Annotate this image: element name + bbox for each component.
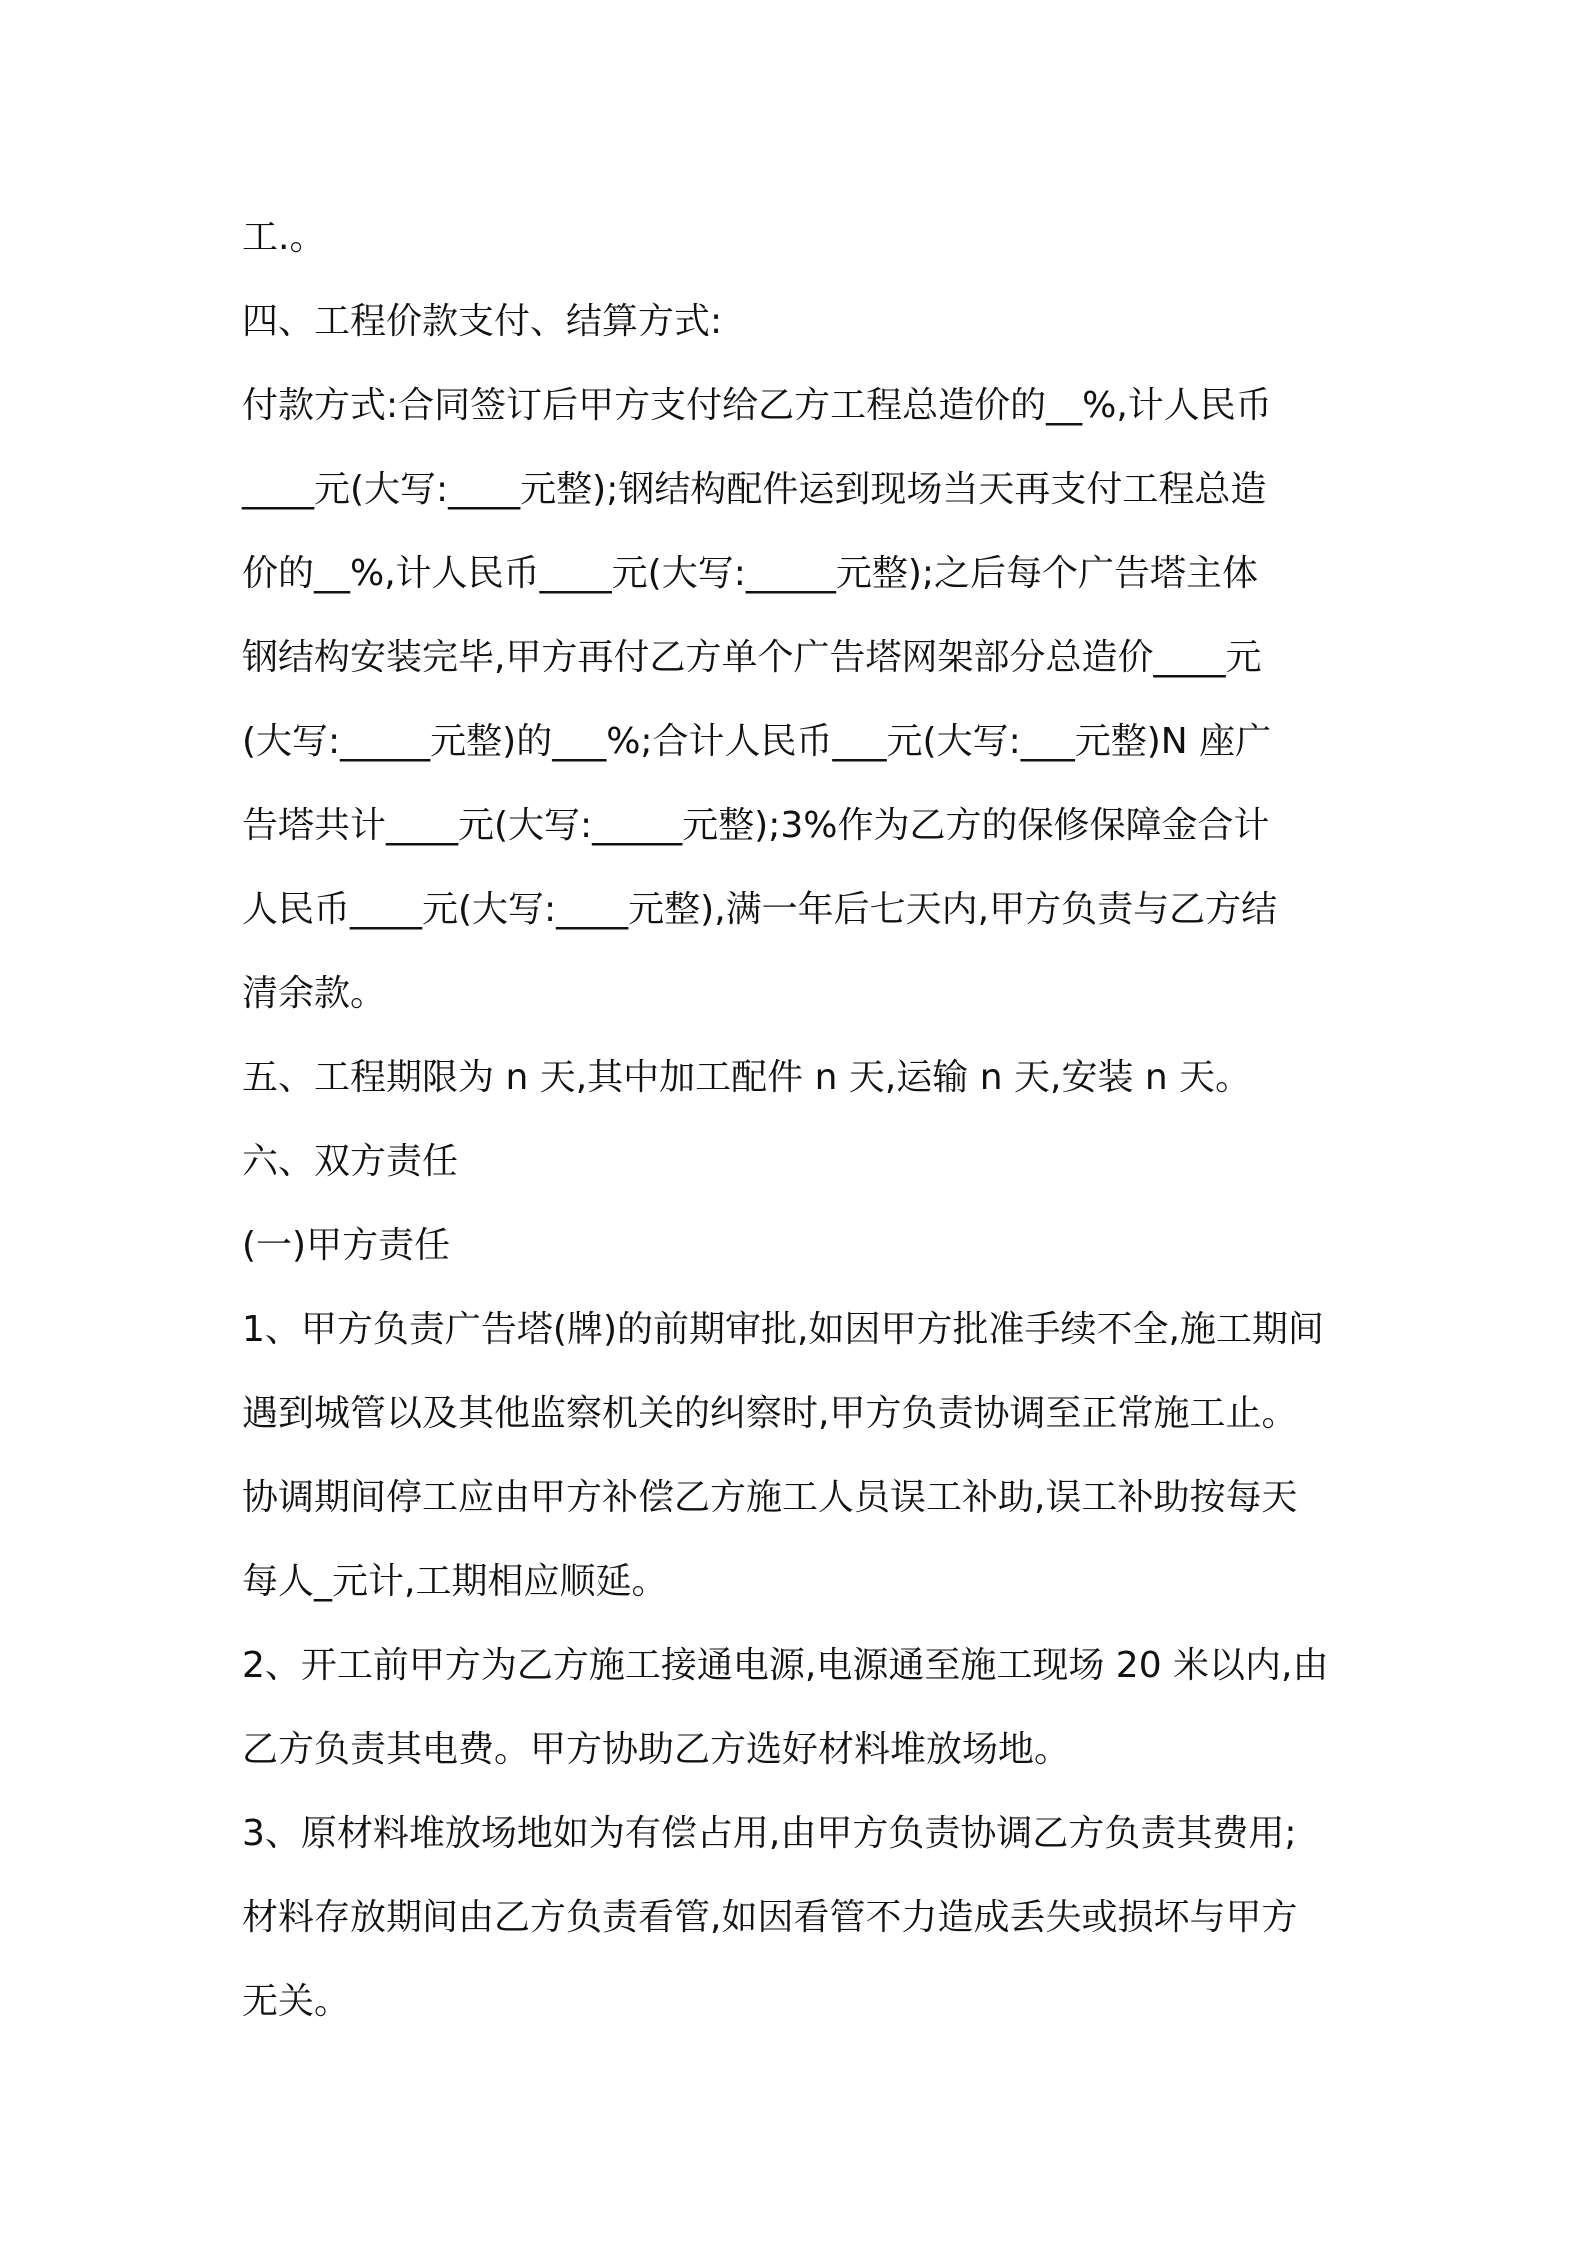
text-line: 钢结构安装完毕,甲方再付乙方单个广告塔网架部分总造价____元 [242, 637, 1262, 678]
text-line: ____元(大写:____元整);钢结构配件运到现场当天再支付工程总造 [242, 469, 1267, 510]
text-line: (大写:_____元整)的___%;合计人民币___元(大写:___元整)N 座广 [242, 721, 1272, 762]
section-heading-responsibilities: 六、双方责任 [242, 1141, 459, 1182]
text-line: 1、甲方负责广告塔(牌)的前期审批,如因甲方批准手续不全,施工期间 [242, 1309, 1324, 1350]
text-line: 无关。 [242, 1981, 351, 2022]
text-line: 每人_元计,工期相应顺延。 [242, 1561, 668, 1602]
section-heading-duration: 五、工程期限为 n 天,其中加工配件 n 天,运输 n 天,安装 n 天。 [242, 1057, 1252, 1098]
text-line: 材料存放期间由乙方负责看管,如因看管不力造成丢失或损坏与甲方 [242, 1897, 1298, 1938]
text-line: 协调期间停工应由甲方补偿乙方施工人员误工补助,误工补助按每天 [242, 1477, 1298, 1518]
subsection-heading-party-a: (一)甲方责任 [242, 1225, 451, 1266]
text-line: 告塔共计____元(大写:_____元整);3%作为乙方的保修保障金合计 [242, 805, 1270, 846]
text-line: 价的__%,计人民币____元(大写:_____元整);之后每个广告塔主体 [242, 553, 1258, 594]
document-body [242, 196, 1352, 2044]
section-heading-payment: 四、工程价款支付、结算方式: [242, 301, 723, 342]
text-line: 清余款。 [242, 973, 387, 1014]
text-line: 人民币____元(大写:____元整),满一年后七天内,甲方负责与乙方结 [242, 889, 1278, 930]
text-line: 2、开工前甲方为乙方施工接通电源,电源通至施工现场 20 米以内,由 [242, 1645, 1329, 1686]
text-line: 3、原材料堆放场地如为有偿占用,由甲方负责协调乙方负责其费用; [242, 1813, 1297, 1854]
text-line: 乙方负责其电费。甲方协助乙方选好材料堆放场地。 [242, 1729, 1071, 1770]
text-line: 遇到城管以及其他监察机关的纠察时,甲方负责协调至正常施工止。 [242, 1393, 1298, 1434]
text-line: 付款方式:合同签订后甲方支付给乙方工程总造价的__%,计人民币 [242, 385, 1272, 426]
text-line: 工.。 [242, 217, 326, 258]
